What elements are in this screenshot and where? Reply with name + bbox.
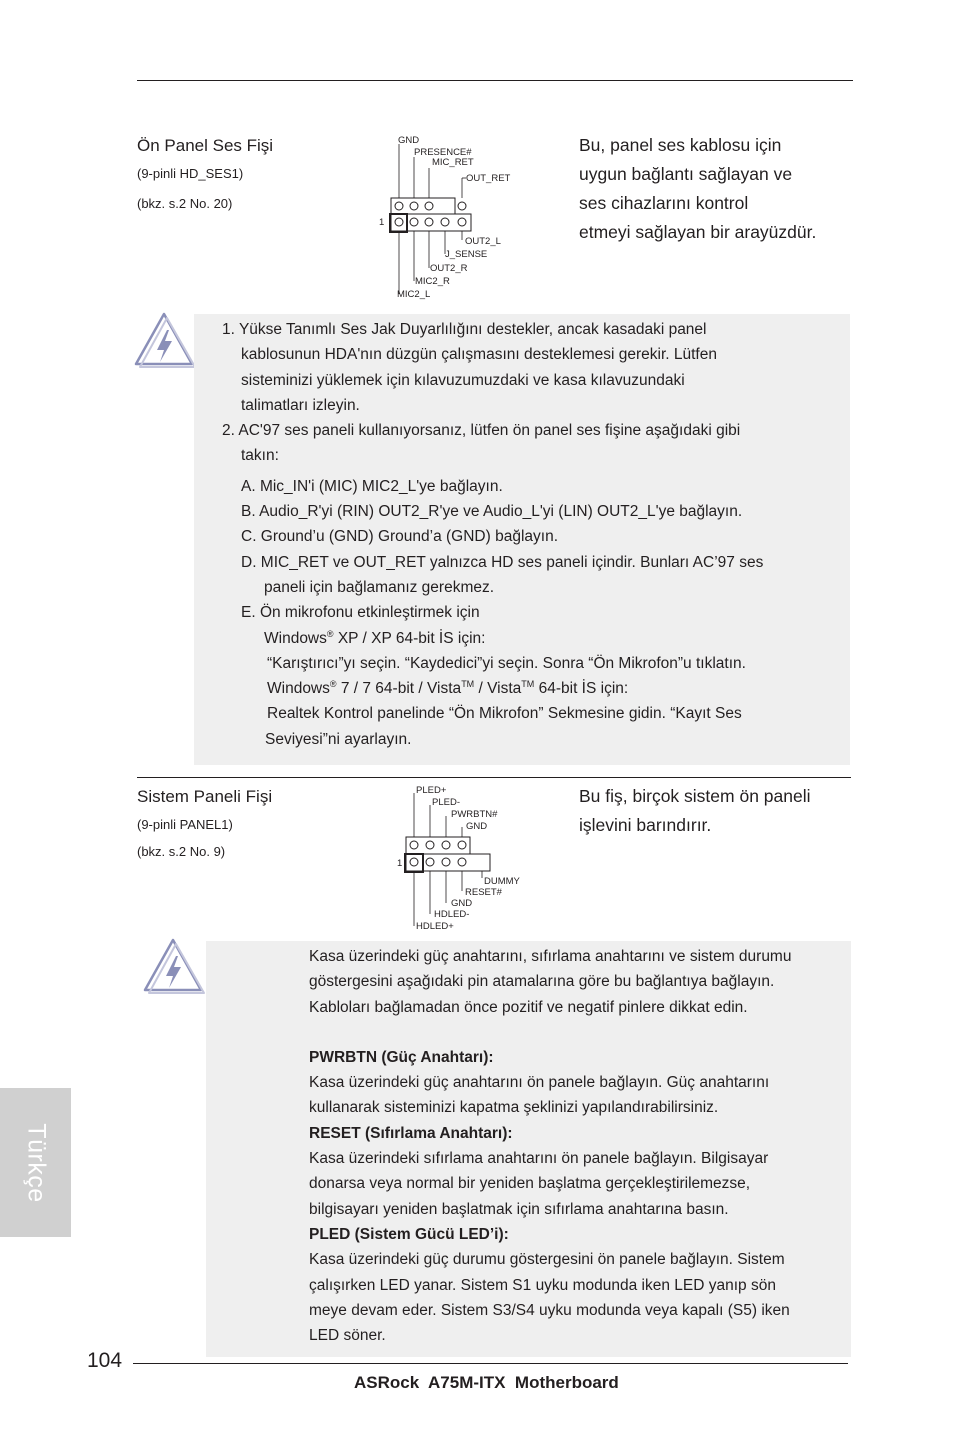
pin-label: MIC2_L: [397, 289, 431, 300]
note2-intro-line: Kasa üzerindeki güç anahtarını, sıfırlama anahtarını ve sistem durumu: [309, 948, 792, 965]
os-name: Windows: [267, 680, 330, 698]
note2-text: [309, 944, 844, 1348]
reset-line: Kasa üzerindeki sıfırlama anahtarını ön panele bağlayın. Bilgisayar: [309, 1150, 769, 1168]
footer-title: ASRock A75M-ITX Motherboard: [354, 1373, 619, 1392]
pled-line: çalışırken LED yanar. Sistem S1 uyku modunda iken LED yanıp sön: [309, 1276, 776, 1294]
note1-item1-line: kablosunun HDA'nın düzgün çalışmasını desteklemesi gerekir. Lütfen: [241, 346, 717, 364]
warning-icon: [134, 310, 198, 368]
pin-label: OUT_RET: [466, 173, 511, 184]
note1-text: [222, 317, 842, 752]
pin-label: GND: [466, 821, 488, 832]
os-name: Windows: [264, 629, 327, 647]
section1-desc-line: ses cihazlarını kontrol: [579, 193, 749, 213]
note1-step-d-cont: paneli için bağlamanız gerekmez.: [264, 578, 495, 596]
pled-title: PLED (Sistem Gücü LED’i):: [309, 1225, 509, 1243]
section-divider: [137, 777, 851, 778]
note1-item1-line: 1. Yükse Tanımlı Ses Jak Duyarlılığını destekler, ancak kasadaki panel: [222, 321, 707, 338]
note1-step-b: B. Audio_R'yi (RIN) OUT2_R'ye ve Audio_L'yi (LIN) OUT2_L'ye bağlayın.: [241, 503, 743, 521]
os-version: XP / XP 64-bit İS için:: [333, 629, 486, 647]
note2-intro-line: göstergesini aşağıdaki pin atamalarına göre bu bağlantıya bağlayın.: [309, 973, 775, 991]
os-version: 7 / 7 64-bit / Vista: [336, 680, 462, 698]
section1-desc-line: Bu, panel ses kablosu için: [579, 135, 782, 155]
pin-label: HDLED+: [416, 921, 454, 932]
pin-label: MIC_RET: [432, 157, 474, 168]
note1-step-e-win7-instr: Realtek Kontrol panelinde “Ön Mikrofon” Sekmesine gidin. “Kayıt Ses: [267, 705, 742, 723]
registered-mark: ®: [326, 628, 334, 639]
trademark-mark: TM: [521, 679, 535, 689]
pin-label: PWRBTN#: [451, 809, 498, 820]
warning-icon: [143, 936, 207, 994]
note1-step-e-win7: [222, 676, 842, 701]
pin-label: OUT2_R: [430, 263, 468, 274]
pin-label: J_SENSE: [445, 249, 488, 260]
pin-label: GND: [398, 135, 420, 146]
pwrbtn-heading: [309, 1045, 844, 1070]
pin-label: PLED+: [416, 785, 447, 796]
os-version: / Vista: [474, 680, 522, 698]
hd-audio-header-diagram: [376, 130, 536, 305]
section2-description: [579, 782, 811, 840]
pwrbtn-line: kullanarak sisteminizi kapatma şeklinizi yapılandırabilirsiniz.: [309, 1099, 719, 1117]
note1-step-a: A. Mic_IN'i (MIC) MIC2_L'ye bağlayın.: [241, 477, 503, 495]
pwrbtn-title: PWRBTN (Güç Anahtarı):: [309, 1048, 494, 1066]
registered-mark: ®: [329, 679, 337, 689]
pin-label: HDLED-: [434, 909, 470, 920]
section2-subtitle-pins: (9-pinli PANEL1): [137, 817, 233, 832]
note1-step-e-xp: [222, 626, 842, 651]
reset-heading: [309, 1121, 844, 1146]
pwrbtn-line: Kasa üzerindeki güç anahtarını ön panele bağlayın. Güç anahtarını: [309, 1074, 770, 1092]
os-version: 64-bit İS için:: [534, 680, 629, 698]
language-tab: [0, 1088, 71, 1237]
section1-subtitle-pins: (9-pinli HD_SES1): [137, 166, 244, 181]
pin-label: GND: [451, 898, 473, 909]
section2-desc-line: Bu fiş, birçok sistem ön paneli: [579, 786, 811, 806]
pled-line: Kasa üzerindeki güç durumu göstergesini ön panele bağlayın. Sistem: [309, 1251, 785, 1269]
pin-label: MIC2_R: [415, 276, 450, 287]
note1-step-e-win7-instr-cont: Seviyesi”ni ayarlayın.: [265, 730, 412, 748]
note1-step-c: C. Ground’u (GND) Ground’a (GND) bağlayın.: [241, 528, 559, 546]
pin1-marker: 1: [397, 858, 403, 869]
pled-heading: [309, 1222, 844, 1247]
system-panel-header-diagram: [396, 783, 536, 933]
note1-item2-line: takın:: [241, 447, 279, 465]
pled-line: LED söner.: [309, 1327, 386, 1345]
pled-line: meye devam eder. Sistem S3/S4 uyku modunda veya kapalı (S5) iken: [309, 1301, 790, 1319]
page-number: 104: [87, 1349, 123, 1372]
section1-description: [579, 131, 816, 247]
section1-title: Ön Panel Ses Fişi: [137, 136, 274, 155]
section1-subtitle-ref: (bkz. s.2 No. 20): [137, 196, 233, 211]
note1-step-e-xp-instr: “Karıştırıcı”yı seçin. “Kaydedici”yi seçin. Sonra “Ön Mikrofon”u tıklatın.: [267, 654, 746, 672]
note1-step-d: D. MIC_RET ve OUT_RET yalnızca HD ses paneli içindir. Bunları AC’97 ses: [241, 553, 764, 571]
note1-item1-line: talimatları izleyin.: [241, 396, 360, 414]
section2-subtitle-ref: (bkz. s.2 No. 9): [137, 844, 226, 859]
reset-line: donarsa veya normal bir yeniden başlatma gerçekleştirilemezse,: [309, 1175, 751, 1193]
reset-line: bilgisayarı yeniden başlatmak için sıfırlama anahtarına basın.: [309, 1200, 729, 1218]
note2-intro-line: Kabloları bağlamadan önce pozitif ve negatif pinlere dikkat edin.: [309, 998, 748, 1016]
pin1-marker: 1: [379, 217, 385, 228]
pin-label: DUMMY: [484, 876, 520, 887]
section1-desc-line: etmeyi sağlayan bir arayüzdür.: [579, 222, 817, 242]
pin-label: PLED-: [432, 797, 460, 808]
trademark-mark: TM: [461, 679, 475, 689]
note1-item1-line: sisteminizi yüklemek için kılavuzumuzdaki ve kasa kılavuzundaki: [241, 371, 685, 389]
section2-desc-line: işlevini barındırır.: [579, 815, 712, 835]
pin-label: RESET#: [465, 887, 502, 898]
section1-desc-line: uygun bağlantı sağlayan ve: [579, 164, 793, 184]
footer-rule: [133, 1363, 848, 1364]
pin-label: OUT2_L: [465, 236, 501, 247]
note1-item2-line: 2. AC'97 ses paneli kullanıyorsanız, lütfen ön panel ses fişine aşağıdaki gibi: [222, 422, 741, 440]
section2-title: Sistem Paneli Fişi: [137, 787, 273, 806]
note1-step-e: E. Ön mikrofonu etkinleştirmek için: [241, 604, 480, 622]
header-rule: [137, 80, 853, 81]
pin-label: PRESENCE#: [414, 147, 472, 158]
reset-title: RESET (Sıfırlama Anahtarı):: [309, 1124, 513, 1142]
language-tab-label: Türkçe: [22, 1122, 50, 1203]
